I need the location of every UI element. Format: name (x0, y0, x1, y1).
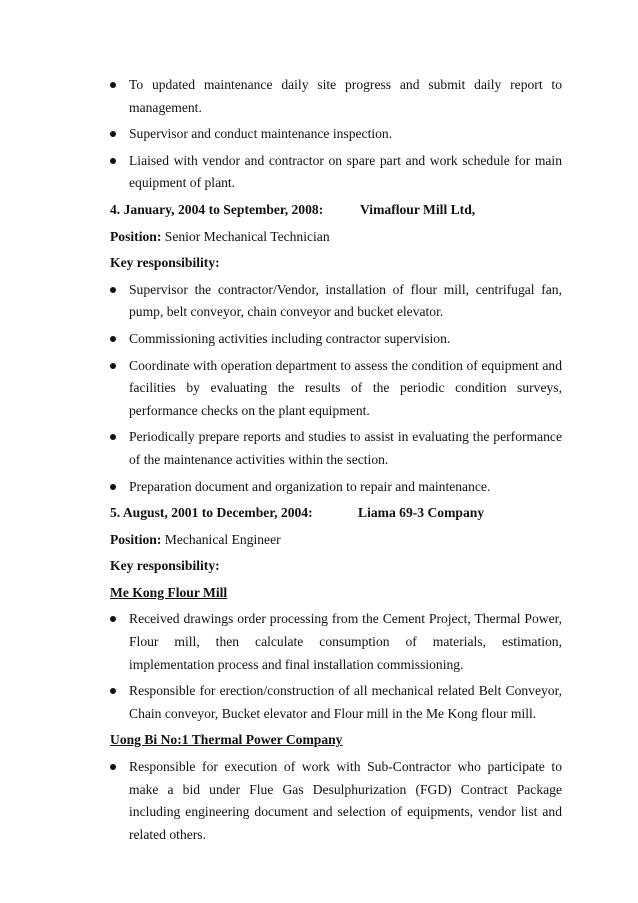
job-company: Vimaflour Mill Ltd, (360, 201, 476, 217)
list-item (110, 476, 562, 499)
list-item-text: Liaised with vendor and contractor on spare part and work schedule for main equipment of plant. (129, 152, 562, 191)
job-period: 4. January, 2004 to September, 2008: (110, 201, 324, 217)
job-company: Liama 69-3 Company (358, 505, 485, 521)
list-item-text: Responsible for execution of work with Sub-Contractor who participate to make a bid under Flue Gas Desulphurization (FGD) Contract Package including engineering document and selection of equipments, vendor list and related others. (129, 759, 562, 842)
bullet-icon (110, 764, 116, 770)
list-item (110, 355, 562, 423)
position-value: Mechanical Engineer (164, 531, 281, 547)
position-value: Senior Mechanical Technician (164, 228, 330, 244)
list-item (110, 680, 562, 725)
list-item (110, 74, 562, 119)
list-item-text: Received drawings order processing from the Cement Project, Thermal Power, Flour mill, then calculate consumption of materials, estimation, implementation process and final installation commissioning. (129, 611, 562, 672)
key-responsibility-heading: Key responsibility: (110, 255, 220, 271)
bullet-icon (110, 688, 116, 694)
key-responsibility-heading: Key responsibility: (110, 558, 220, 574)
bullet-icon (110, 484, 116, 490)
bullet-icon (110, 82, 116, 88)
bullet-icon (110, 616, 116, 622)
bullet-icon (110, 287, 116, 293)
bullet-icon (110, 434, 116, 440)
bullet-icon (110, 336, 116, 342)
list-item-text: Supervisor the contractor/Vendor, installation of flour mill, centrifugal fan, pump, belt conveyor, chain conveyor and bucket elevator. (129, 281, 562, 320)
list-item-text: Periodically prepare reports and studies to assist in evaluating the performance of the maintenance activities within the section. (129, 429, 562, 467)
project-title: Me Kong Flour Mill (110, 584, 228, 600)
list-item (110, 150, 562, 195)
bullet-icon (110, 131, 116, 137)
position-label: Position: (110, 531, 162, 547)
job-heading (110, 502, 562, 525)
job-period: 5. August, 2001 to December, 2004: (110, 505, 313, 521)
project-title: Uong Bi No:1 Thermal Power Company (110, 732, 343, 748)
position-label: Position: (110, 228, 162, 244)
position-line (110, 529, 562, 552)
list-item (110, 328, 562, 351)
list-item (110, 608, 562, 676)
position-line (110, 226, 562, 249)
list-item-text: Preparation document and organization to repair and maintenance. (129, 478, 491, 494)
job-heading (110, 199, 562, 222)
list-item-text: Supervisor and conduct maintenance inspection. (129, 126, 393, 142)
list-item (110, 756, 562, 846)
page-content (110, 74, 562, 846)
bullet-icon (110, 363, 116, 369)
list-item (110, 279, 562, 324)
list-item-text: Coordinate with operation department to assess the condition of equipment and facilities by evaluating the results of the periodic condition surveys, performance checks on the plant equipment. (129, 357, 562, 418)
list-item-text: Commissioning activities including contractor supervision. (129, 330, 451, 346)
bullet-icon (110, 158, 116, 164)
list-item (110, 123, 562, 146)
list-item-text: To updated maintenance daily site progress and submit daily report to management. (129, 77, 562, 115)
list-item (110, 426, 562, 471)
list-item-text: Responsible for erection/construction of all mechanical related Belt Conveyor, Chain conveyor, Bucket elevator and Flour mill in the Me Kong flour mill. (129, 683, 562, 721)
